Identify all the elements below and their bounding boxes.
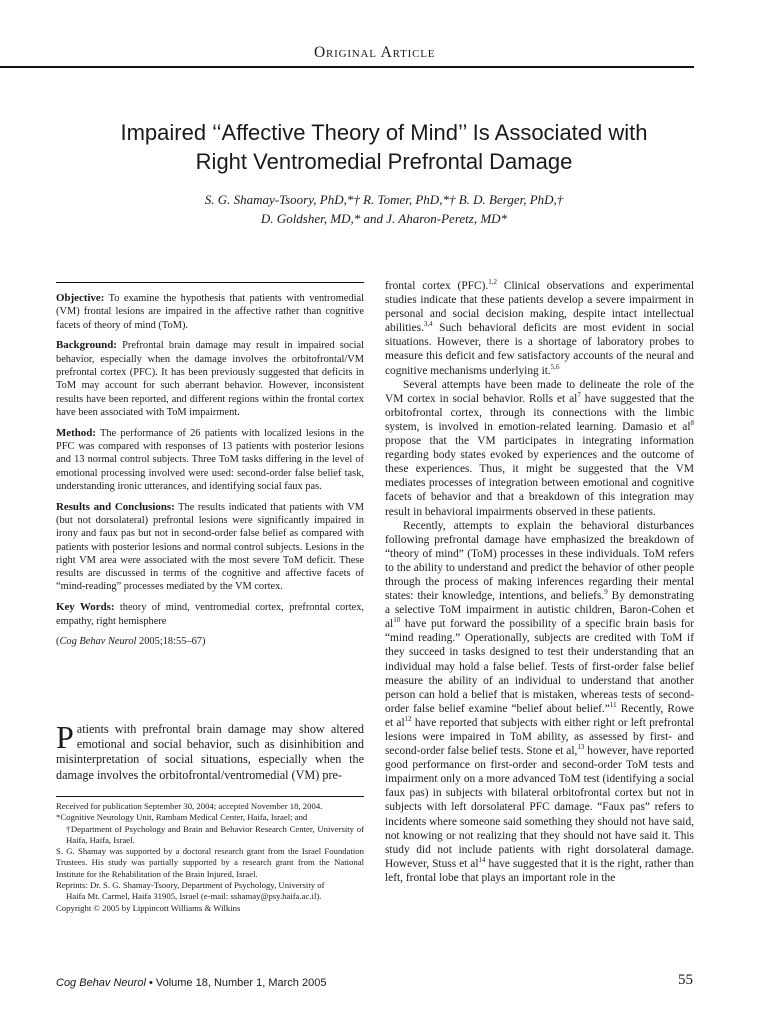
footnotes	[56, 801, 364, 914]
author-list	[60, 190, 708, 228]
page-number: 55	[678, 972, 693, 988]
footnote-affiliation-1: *Cognitive Neurology Unit, Rambam Medical Center, Haifa, Israel; and	[56, 812, 308, 823]
abstract-citation: (Cog Behav Neurol 2005;18:55–67)	[56, 636, 206, 648]
paragraph-3: Recently, attempts to explain the behavioral disturbances following prefrontal damage have emphasized the breakdown of “theory of mind” (ToM) processes in these individuals. ToM refers to the ability to understand and predict the behavior of other people through the process of making inferences regarding their mental states: their knowledge, intentions, and beliefs.$^9$ By demonstrating a selective ToM impairment in autistic children, Baron-Cohen et $al^{10}$ have put forward the possibility of a specific brain basis for “mind reading.” Operationally, subjects are credited with ToM if they succeed in tasks designed to test their understanding that an individual may hold a false belief. Tests of first-order false belief measure the ability of an individual to understand that another person can hold a belief that is mistaken, whereas tests of second-order false belief examine “belief about belief.”$^{11}$ Recently, Rowe et $al^{12}$ have reported that subjects with either right or left prefrontal lesions were impaired in ToM ability, as assessed by first- and second-order false belief tests. Stone et al,$^{13}$ however, have reported good performance on first-order and second-order ToM tests and impairment only on a more advanced ToM test (identifying a social faux pas) in subjects with bilateral orbitofrontal cortex but not in subjects with left dorsolateral PFC damage. “Faux pas” refers to incidents where someone said something they should not have said, not knowing or not realizing that they should not have said it. This study did not include patients with right dorsolateral damage. However, Stuss et $al^{14}$ have suggested that it is the right, rather than left, frontal lobe that plays an important role in the	[385, 519, 695, 884]
abstract-rule	[56, 282, 364, 283]
header-rule	[0, 66, 694, 68]
section-label: Original Article	[314, 44, 436, 61]
footnote-copyright: Copyright © 2005 by Lippincott Williams & Wilkins	[56, 902, 241, 913]
abstract-background: Background: Prefrontal brain damage may result in impaired social behavior, especially when the damage involves the orbitofrontal/VM prefrontal cortex (PFC). It has been previously suggested that deficits in ToM may account for such aberrant behavior. However, inconsistent results have been reported, and different regions within the frontal cortex have been associated with ToM impairment.	[56, 339, 364, 418]
paragraph-2: Several attempts have been made to delineate the role of the VM cortex in social behavior. Rolls et $al^7$ have suggested that the orbitofrontal cortex, through its connections with the limbic system, is involved in emotion-related learning. Damasio et $al^8$ propose that the VM participates in integrating information regarding body states evoked by experiences and the outcome of these experiences. Thus, it might be suggested that the VM mediates processes of integration between emotional and cognitive facets of behavior and that a breakdown of this integration may result in behavioral impairments observed in these patients.	[385, 378, 694, 518]
abstract-method: Method: The performance of 26 patients with localized lesions in the PFC was compared with responses of 13 patients with posterior lesions and 13 normal control subjects. Three ToM tasks differing in the level of emotional processing involved were used: second-order false belief task, understanding ironic utterances, and identifying social faux pas.	[56, 426, 364, 492]
footnote-rule	[56, 796, 364, 797]
right-column	[385, 279, 694, 885]
drop-cap: P	[56, 719, 74, 755]
title-line-2: Right Ventromedial Prefrontal Damage	[195, 149, 573, 174]
authors-line-1: S. G. Shamay-Tsoory, PhD,*† R. Tomer, PhD,*† B. D. Berger, PhD,†	[204, 192, 564, 207]
title-line-1: Impaired ‘‘Affective Theory of Mind’’ Is Associated with	[120, 120, 648, 145]
abstract	[56, 292, 364, 656]
footer-journal-info: Cog Behav Neurol • Volume 18, Number 1, March 2005	[56, 977, 327, 989]
footnote-reprints-2: Haifa Mt. Carmel, Haifa 31905, Israel (e-mail: sshamay@psy.haifa.ac.il).	[66, 891, 322, 902]
intro-paragraph: Patients with prefrontal brain damage may show altered emotional and social behavior, such as disinhibition and misinterpretation of social situations, especially when the damage involves the orbitofrontal/ventromedial (VM) pre-	[56, 719, 364, 782]
footnote-received: Received for publication September 30, 2004; accepted November 18, 2004.	[56, 801, 323, 811]
footnote-affiliation-2: †Department of Psychology and Brain and Behavior Research Center, University of Haifa, Haifa, Israel.	[66, 823, 364, 845]
abstract-objective: Objective: To examine the hypothesis that patients with ventromedial (VM) frontal lesions are impaired in the affective rather than cognitive facets of theory of mind (ToM).	[56, 292, 364, 331]
footnote-reprints-1: Reprints: Dr. S. G. Shamay-Tsoory, Department of Psychology, University of	[56, 880, 325, 891]
article-title	[60, 118, 708, 176]
paragraph-1: frontal cortex (PFC).$^{1,2}$ Clinical observations and experimental studies indicate that these patients develop a severe impairment in personal and social decision making, despite intact intellectual abilities.$^{3,4}$ Such behavioral deficits are most evident in social situations. However, there is a shortage of laboratory probes to measure this deficit and few satisfactory accounts of the neural and cognitive mechanisms underlying it.$^{5,6}$	[385, 278, 694, 377]
abstract-keywords: Key Words: theory of mind, ventromedial cortex, prefrontal cortex, empathy, right hemisphere	[56, 601, 364, 627]
footnote-support: S. G. Shamay was supported by a doctoral research grant from the Israel Foundation Trustees. His study was partially supported by a research grant from the National Institute for the Rehabilitation of the Brain Injured, Israel.	[56, 846, 364, 879]
authors-line-2: D. Goldsher, MD,* and J. Aharon-Peretz, MD*	[260, 211, 508, 226]
abstract-results: Results and Conclusions: The results indicated that patients with VM (but not dorsolateral) prefrontal lesions were significantly impaired in irony and faux pas but not in second-order false belief as compared with patients with posterior lesions and normal control subjects. Lesions in the right VM area were associated with the most severe ToM deficit. These results are discussed in terms of the cognitive and affective facets of “mind-reading” processes mediated by the VM cortex.	[56, 500, 364, 593]
